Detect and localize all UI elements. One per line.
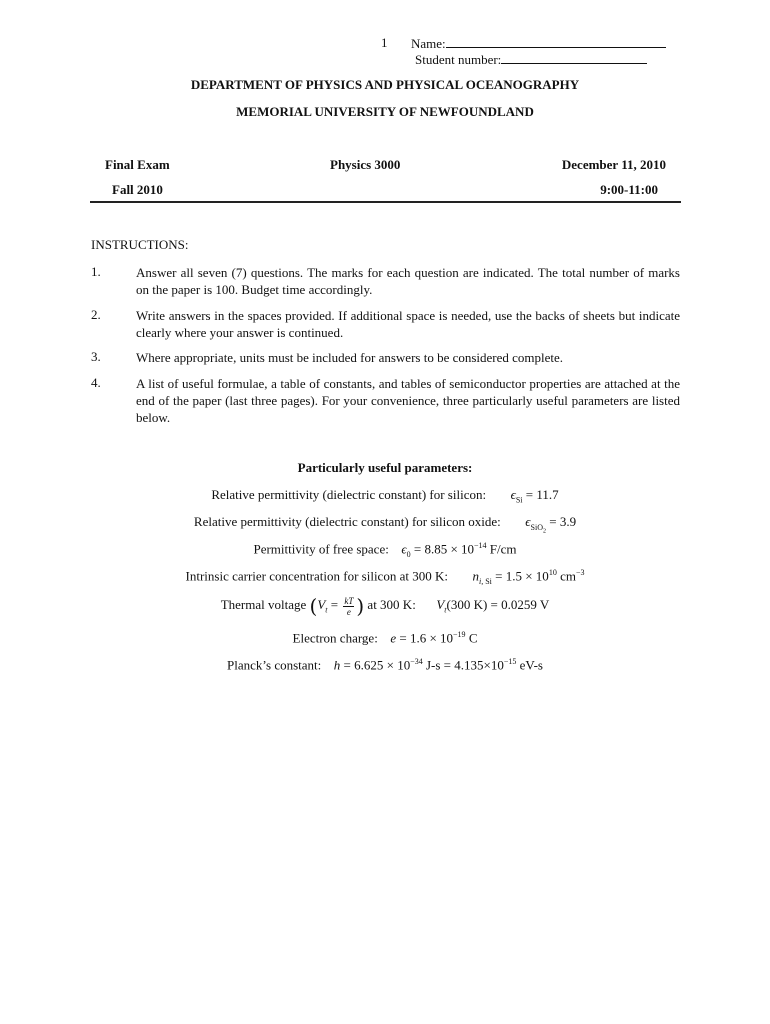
param-electron-charge: Electron charge: $e = 1.6 \times 10^{-19}$ C <box>292 630 478 646</box>
param-thermal-voltage: Thermal voltage ($V_t$ = $\frac{kT}{e}$ ) at 300 K: $V_t(300$ K) = 0.0259 V <box>220 594 550 618</box>
instruction-number: 3. <box>91 349 101 364</box>
kt-over-e-fraction: $\frac{kT}{e}$ <box>344 595 354 617</box>
param-intrinsic-concentration: Intrinsic carrier concentration for silicon at 300 K: $n_{i, Si} = 1.5 \times 10^{10}$ $cm^{-3}$ <box>185 568 585 586</box>
student-number-label: Student number: <box>415 52 502 67</box>
exam-type: Final Exam <box>105 157 170 172</box>
exam-term: Fall 2010 <box>112 182 163 197</box>
instruction-text: Write answers in the spaces provided. If additional space is needed, use the backs of sheets but indicate clearly where your answer is continued. <box>136 308 680 340</box>
instruction-number: 1. <box>91 264 101 279</box>
header-divider <box>90 201 681 203</box>
instruction-text: Where appropriate, units must be included for answers to be considered complete. <box>136 350 564 365</box>
param-planck-constant: Planck’s constant: $h = 6.625 \times 10^{-34}$ $J-s = 4.135\times 10^{-15}$ eV-s <box>227 657 543 673</box>
instruction-text: Answer all seven (7) questions. The marks for each question are indicated. The total number of marks on the paper is 100. Budget time accordingly. <box>136 265 680 297</box>
page-number: 1 <box>381 35 388 50</box>
instruction-text: A list of useful formulae, a table of constants, and tables of semiconductor properties are attached at the end of the paper (last three pages). For your convenience, three particularly useful parameters are listed below. <box>136 376 680 425</box>
name-label: Name: <box>411 36 446 51</box>
param-free-space-permittivity: Permittivity of free space: $\epsilon_0 = 8.85 \times 10^{-14}$ F/cm <box>253 541 517 559</box>
parameters-heading: Particularly useful parameters: <box>297 460 473 475</box>
course-name: Physics 3000 <box>330 157 401 172</box>
university-title: MEMORIAL UNIVERSITY OF NEWFOUNDLAND <box>236 104 534 119</box>
instructions-heading: INSTRUCTIONS: <box>91 237 189 252</box>
instruction-number: 2. <box>91 307 101 322</box>
student-number-blank-line[interactable] <box>501 51 647 64</box>
instruction-number: 4. <box>91 375 101 390</box>
name-field[interactable] <box>411 35 666 52</box>
param-silicon-permittivity: Relative permittivity (dielectric constant) for silicon: $\epsilon_{Si} = 11.7$ <box>211 487 559 505</box>
student-number-field[interactable] <box>415 51 647 68</box>
name-blank-line[interactable] <box>446 35 666 48</box>
exam-date: December 11, 2010 <box>561 157 666 172</box>
department-title: DEPARTMENT OF PHYSICS AND PHYSICAL OCEANOGRAPHY <box>190 77 580 92</box>
param-oxide-permittivity: Relative permittivity (dielectric constant) for silicon oxide: $\epsilon_{SiO_2} = 3.9$ <box>193 514 577 535</box>
exam-time: 9:00-11:00 <box>600 182 658 197</box>
